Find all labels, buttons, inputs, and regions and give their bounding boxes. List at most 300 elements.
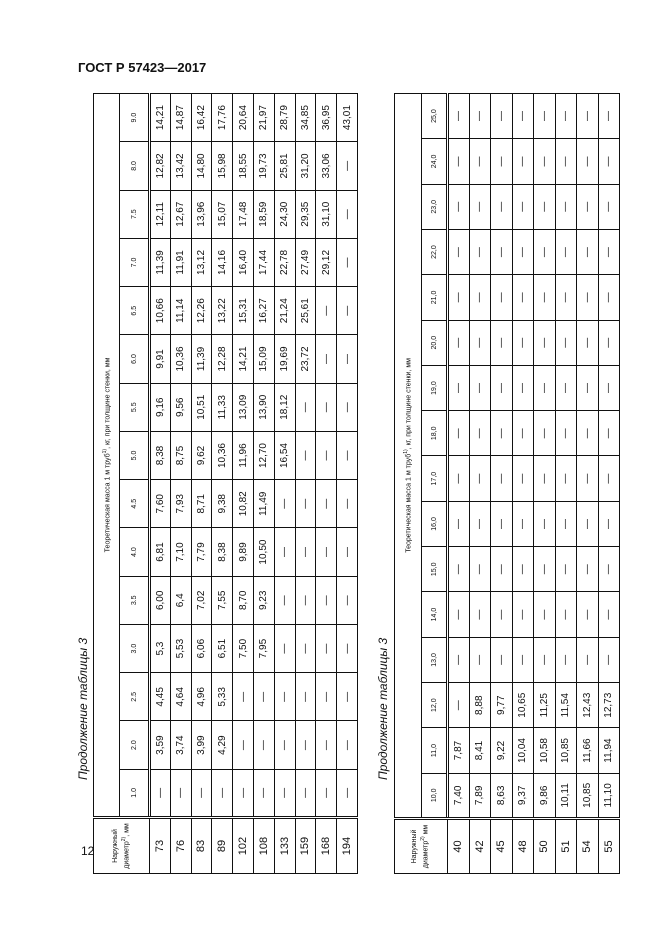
table-row: [170, 93, 191, 873]
mass-cell: —: [316, 528, 337, 576]
mass-cell: —: [448, 93, 470, 139]
mass-cell: 11,91: [170, 238, 191, 286]
mass-cell: 8,70: [233, 576, 254, 624]
mass-cell: 7,55: [212, 576, 233, 624]
mass-cell: —: [337, 238, 358, 286]
table-row: [598, 93, 620, 873]
mass-cell: —: [577, 456, 599, 501]
diameter-cell: 54: [577, 819, 599, 874]
mass-cell: —: [598, 320, 620, 365]
mass-cell: —: [316, 769, 337, 817]
diameter-cell: 40: [448, 819, 470, 874]
column-header: 6.0: [120, 335, 150, 383]
mass-cell: —: [233, 673, 254, 721]
mass-cell: 8,71: [191, 480, 212, 528]
mass-cell: —: [212, 769, 233, 817]
mass-cell: —: [555, 592, 577, 637]
mass-cell: —: [316, 480, 337, 528]
mass-cell: —: [491, 501, 513, 546]
mass-cell: 10,50: [253, 528, 274, 576]
mass-cell: —: [337, 480, 358, 528]
diameter-header: Наружный диаметр$^{2)}$ мм: [395, 819, 448, 874]
mass-cell: —: [316, 431, 337, 479]
mass-cell: 27,49: [295, 238, 316, 286]
mass-cell: —: [253, 769, 274, 817]
mass-cell: 15,31: [233, 287, 254, 335]
mass-cell: —: [555, 93, 577, 139]
mass-cell: —: [295, 528, 316, 576]
mass-cell: —: [534, 637, 556, 682]
mass-cell: 6,81: [150, 528, 171, 576]
mass-cell: —: [170, 769, 191, 817]
mass-cell: —: [448, 592, 470, 637]
mass-cell: 7,50: [233, 624, 254, 672]
mass-cell: —: [491, 320, 513, 365]
mass-cell: —: [577, 275, 599, 320]
mass-cell: 8,75: [170, 431, 191, 479]
column-header: 13,0: [422, 637, 448, 682]
mass-cell: 12,70: [253, 431, 274, 479]
mass-cell: —: [316, 721, 337, 769]
mass-cell: —: [337, 287, 358, 335]
mass-cell: —: [295, 769, 316, 817]
column-header: 10,0: [422, 773, 448, 818]
mass-cell: 9,62: [191, 431, 212, 479]
table-row: [577, 93, 599, 873]
mass-cell: —: [469, 275, 491, 320]
mass-cell: 11,39: [191, 335, 212, 383]
mass-cell: —: [469, 93, 491, 139]
mass-cell: —: [295, 576, 316, 624]
mass-cell: —: [555, 411, 577, 456]
mass-cell: —: [316, 576, 337, 624]
mass-cell: 8,38: [212, 528, 233, 576]
column-header: 7.0: [120, 238, 150, 286]
mass-cell: —: [491, 456, 513, 501]
diameter-header: Наружный диаметр$^{2)}$, мм: [94, 818, 150, 874]
mass-cell: 14,16: [212, 238, 233, 286]
mass-cell: —: [598, 229, 620, 274]
mass-cell: —: [448, 184, 470, 229]
mass-cell: 12,26: [191, 287, 212, 335]
mass-cell: —: [555, 139, 577, 184]
mass-cell: 9,56: [170, 383, 191, 431]
mass-cell: —: [577, 637, 599, 682]
mass-cell: —: [491, 592, 513, 637]
mass-cell: —: [555, 637, 577, 682]
diameter-cell: 45: [491, 819, 513, 874]
mass-cell: —: [512, 275, 534, 320]
mass-cell: —: [448, 456, 470, 501]
diameter-cell: 83: [191, 818, 212, 874]
mass-cell: —: [274, 528, 295, 576]
mass-cell: 5,3: [150, 624, 171, 672]
mass-cell: —: [233, 769, 254, 817]
column-header: 15,0: [422, 547, 448, 592]
mass-cell: —: [469, 184, 491, 229]
mass-cell: —: [512, 320, 534, 365]
mass-cell: —: [274, 576, 295, 624]
mass-cell: —: [274, 480, 295, 528]
mass-cell: —: [512, 139, 534, 184]
mass-cell: —: [337, 142, 358, 190]
mass-cell: —: [295, 431, 316, 479]
table-row: [448, 93, 470, 873]
mass-cell: 6,4: [170, 576, 191, 624]
mass-cell: 3,74: [170, 721, 191, 769]
mass-cell: —: [469, 456, 491, 501]
mass-cell: —: [534, 229, 556, 274]
mass-cell: 13,22: [212, 287, 233, 335]
mass-cell: —: [598, 275, 620, 320]
mass-cell: —: [598, 139, 620, 184]
mass-cell: —: [512, 184, 534, 229]
mass-cell: —: [555, 456, 577, 501]
mass-cell: 11,10: [598, 773, 620, 818]
table-row: [337, 93, 358, 873]
mass-cell: 7,10: [170, 528, 191, 576]
mass-cell: —: [274, 721, 295, 769]
table1-container: [93, 94, 357, 874]
mass-cell: 6,06: [191, 624, 212, 672]
mass-cell: 12,11: [150, 190, 171, 238]
mass-cell: —: [448, 320, 470, 365]
table2-container: [394, 94, 619, 874]
mass-cell: 14,21: [150, 93, 171, 141]
table-row: [491, 93, 513, 873]
mass-cell: —: [253, 673, 274, 721]
mass-cell: 11,39: [150, 238, 171, 286]
mass-cell: —: [448, 501, 470, 546]
column-header: 4.0: [120, 528, 150, 576]
table-row: [191, 93, 212, 873]
table-row: [512, 93, 534, 873]
mass-cell: —: [491, 547, 513, 592]
mass-cell: —: [577, 184, 599, 229]
column-header: 9.0: [120, 93, 150, 141]
mass-cell: 13,90: [253, 383, 274, 431]
mass-cell: —: [512, 93, 534, 139]
table-row: [233, 93, 254, 873]
mass-cell: —: [577, 365, 599, 410]
column-header: 1.0: [120, 769, 150, 817]
mass-cell: 7,79: [191, 528, 212, 576]
mass-cell: 4,96: [191, 673, 212, 721]
column-header: 17,0: [422, 456, 448, 501]
mass-cell: 4,64: [170, 673, 191, 721]
mass-cell: —: [534, 184, 556, 229]
mass-cell: 9,16: [150, 383, 171, 431]
mass-cell: —: [295, 721, 316, 769]
diameter-cell: 133: [274, 818, 295, 874]
mass-cell: —: [555, 365, 577, 410]
table2-caption: Продолжение таблицы 3: [376, 637, 390, 780]
mass-cell: —: [150, 769, 171, 817]
column-header: 24,0: [422, 139, 448, 184]
mass-cell: —: [512, 637, 534, 682]
mass-cell: 12,82: [150, 142, 171, 190]
mass-cell: 17,44: [253, 238, 274, 286]
mass-cell: —: [448, 365, 470, 410]
mass-cell: 7,60: [150, 480, 171, 528]
mass-cell: —: [491, 411, 513, 456]
mass-cell: —: [534, 93, 556, 139]
mass-cell: 9,37: [512, 773, 534, 818]
mass-cell: 9,91: [150, 335, 171, 383]
mass-cell: 21,97: [253, 93, 274, 141]
mass-cell: —: [337, 431, 358, 479]
mass-cell: 14,87: [170, 93, 191, 141]
mass-cell: —: [598, 365, 620, 410]
mass-cell: 10,11: [555, 773, 577, 818]
mass-cell: —: [534, 501, 556, 546]
table-row: [534, 93, 556, 873]
mass-cell: 18,12: [274, 383, 295, 431]
mass-cell: 4,29: [212, 721, 233, 769]
column-header: 23,0: [422, 184, 448, 229]
column-header: 3.5: [120, 576, 150, 624]
mass-cell: 9,77: [491, 683, 513, 728]
mass-cell: 17,76: [212, 93, 233, 141]
mass-cell: 10,36: [212, 431, 233, 479]
mass-cell: 10,85: [555, 728, 577, 773]
table-row: [253, 93, 274, 873]
mass-cell: —: [577, 501, 599, 546]
diameter-cell: 159: [295, 818, 316, 874]
column-header: 11,0: [422, 728, 448, 773]
table-row: [150, 93, 171, 873]
mass-cell: 7,40: [448, 773, 470, 818]
mass-cell: —: [491, 229, 513, 274]
mass-cell: 15,09: [253, 335, 274, 383]
mass-cell: 7,93: [170, 480, 191, 528]
column-header: 19,0: [422, 365, 448, 410]
diameter-cell: 55: [598, 819, 620, 874]
mass-cell: —: [598, 456, 620, 501]
column-header: 20,0: [422, 320, 448, 365]
mass-cell: —: [512, 547, 534, 592]
mass-cell: —: [577, 320, 599, 365]
mass-cell: —: [337, 673, 358, 721]
diameter-cell: 194: [337, 818, 358, 874]
diameter-cell: 76: [170, 818, 191, 874]
mass-cell: 3,59: [150, 721, 171, 769]
mass-cell: —: [337, 721, 358, 769]
mass-cell: 10,04: [512, 728, 534, 773]
mass-cell: —: [448, 411, 470, 456]
mass-cell: —: [337, 624, 358, 672]
diameter-cell: 108: [253, 818, 274, 874]
diameter-cell: 89: [212, 818, 233, 874]
mass-cell: —: [598, 501, 620, 546]
page-number: 12: [81, 844, 95, 858]
mass-cell: —: [555, 501, 577, 546]
mass-cell: —: [577, 547, 599, 592]
mass-group-header: Теоретическая масса 1 м труб$^{1)}$, кг, при толщине стенки, мм: [94, 93, 120, 817]
mass-cell: 11,25: [534, 683, 556, 728]
table-row: [212, 93, 233, 873]
mass-cell: 16,40: [233, 238, 254, 286]
mass-cell: —: [534, 320, 556, 365]
mass-cell: 9,38: [212, 480, 233, 528]
column-header: 5.5: [120, 383, 150, 431]
mass-cell: 11,54: [555, 683, 577, 728]
mass-cell: 13,42: [170, 142, 191, 190]
mass-cell: 10,58: [534, 728, 556, 773]
mass-cell: —: [512, 456, 534, 501]
diameter-cell: 168: [316, 818, 337, 874]
column-header: 16,0: [422, 501, 448, 546]
mass-cell: 11,14: [170, 287, 191, 335]
mass-cell: 13,96: [191, 190, 212, 238]
mass-cell: —: [512, 365, 534, 410]
mass-cell: —: [512, 411, 534, 456]
mass-cell: 19,73: [253, 142, 274, 190]
mass-cell: —: [448, 139, 470, 184]
mass-cell: 9,89: [233, 528, 254, 576]
mass-cell: 15,07: [212, 190, 233, 238]
column-header: 21,0: [422, 275, 448, 320]
mass-cell: —: [534, 275, 556, 320]
mass-cell: —: [598, 637, 620, 682]
diameter-cell: 42: [469, 819, 491, 874]
mass-cell: 23,72: [295, 335, 316, 383]
mass-cell: —: [337, 335, 358, 383]
mass-cell: —: [598, 93, 620, 139]
column-header: 5.0: [120, 431, 150, 479]
mass-cell: —: [337, 769, 358, 817]
diameter-cell: 50: [534, 819, 556, 874]
mass-cell: 16,54: [274, 431, 295, 479]
mass-cell: —: [295, 673, 316, 721]
mass-cell: —: [448, 637, 470, 682]
column-header: 14,0: [422, 592, 448, 637]
mass-cell: 7,95: [253, 624, 274, 672]
mass-cell: —: [555, 275, 577, 320]
mass-cell: —: [233, 721, 254, 769]
column-header: 12,0: [422, 683, 448, 728]
mass-group-header: Теоретическая масса 1 м труб$^{1)}$, кг, при толщине стенки, мм: [395, 93, 422, 818]
table2: [394, 93, 620, 874]
mass-cell: 16,27: [253, 287, 274, 335]
mass-cell: —: [316, 335, 337, 383]
column-header: 2.0: [120, 721, 150, 769]
mass-cell: 10,51: [191, 383, 212, 431]
mass-cell: 18,59: [253, 190, 274, 238]
mass-cell: 22,78: [274, 238, 295, 286]
mass-cell: 43,01: [337, 93, 358, 141]
column-header: 6.5: [120, 287, 150, 335]
mass-cell: 13,12: [191, 238, 212, 286]
mass-cell: —: [448, 683, 470, 728]
mass-cell: —: [337, 383, 358, 431]
mass-cell: 10,66: [150, 287, 171, 335]
mass-cell: 29,12: [316, 238, 337, 286]
mass-cell: 6,00: [150, 576, 171, 624]
mass-cell: —: [491, 275, 513, 320]
mass-cell: —: [555, 320, 577, 365]
mass-cell: 8,88: [469, 683, 491, 728]
mass-cell: 15,98: [212, 142, 233, 190]
mass-cell: —: [512, 229, 534, 274]
mass-cell: —: [469, 592, 491, 637]
mass-cell: 18,55: [233, 142, 254, 190]
mass-cell: 11,94: [598, 728, 620, 773]
document-title: ГОСТ Р 57423—2017: [78, 60, 207, 75]
mass-cell: —: [598, 184, 620, 229]
table1: [93, 93, 358, 874]
mass-cell: 11,33: [212, 383, 233, 431]
mass-cell: —: [337, 190, 358, 238]
mass-cell: 16,42: [191, 93, 212, 141]
mass-cell: —: [512, 592, 534, 637]
mass-cell: 14,21: [233, 335, 254, 383]
mass-cell: —: [316, 383, 337, 431]
mass-cell: 10,82: [233, 480, 254, 528]
mass-cell: —: [469, 637, 491, 682]
mass-cell: —: [469, 320, 491, 365]
mass-cell: —: [316, 287, 337, 335]
diameter-cell: 48: [512, 819, 534, 874]
mass-cell: —: [598, 547, 620, 592]
mass-cell: —: [534, 411, 556, 456]
mass-cell: —: [512, 501, 534, 546]
mass-cell: —: [577, 229, 599, 274]
mass-cell: —: [469, 139, 491, 184]
column-header: 4.5: [120, 480, 150, 528]
column-header: 3.0: [120, 624, 150, 672]
mass-cell: 10,65: [512, 683, 534, 728]
column-header: 2.5: [120, 673, 150, 721]
mass-cell: —: [469, 411, 491, 456]
mass-cell: —: [295, 624, 316, 672]
mass-cell: 13,09: [233, 383, 254, 431]
table-row: [274, 93, 295, 873]
mass-cell: 9,23: [253, 576, 274, 624]
mass-cell: —: [534, 456, 556, 501]
mass-cell: —: [555, 229, 577, 274]
mass-cell: 11,66: [577, 728, 599, 773]
mass-cell: —: [491, 139, 513, 184]
mass-cell: —: [491, 184, 513, 229]
mass-cell: —: [491, 93, 513, 139]
mass-cell: —: [534, 139, 556, 184]
mass-cell: —: [316, 673, 337, 721]
mass-cell: —: [253, 721, 274, 769]
mass-cell: 9,86: [534, 773, 556, 818]
mass-cell: —: [337, 528, 358, 576]
mass-cell: 7,89: [469, 773, 491, 818]
mass-cell: 28,79: [274, 93, 295, 141]
mass-cell: 8,41: [469, 728, 491, 773]
mass-cell: 10,85: [577, 773, 599, 818]
mass-cell: —: [534, 365, 556, 410]
mass-cell: 4,45: [150, 673, 171, 721]
mass-cell: 11,96: [233, 431, 254, 479]
mass-cell: —: [534, 592, 556, 637]
mass-cell: 17,48: [233, 190, 254, 238]
mass-cell: 25,61: [295, 287, 316, 335]
mass-cell: 29,35: [295, 190, 316, 238]
mass-cell: —: [274, 769, 295, 817]
mass-cell: 12,43: [577, 683, 599, 728]
mass-cell: —: [577, 411, 599, 456]
mass-cell: —: [577, 93, 599, 139]
diameter-cell: 51: [555, 819, 577, 874]
mass-cell: 33,06: [316, 142, 337, 190]
mass-cell: —: [469, 229, 491, 274]
mass-cell: 25,81: [274, 142, 295, 190]
